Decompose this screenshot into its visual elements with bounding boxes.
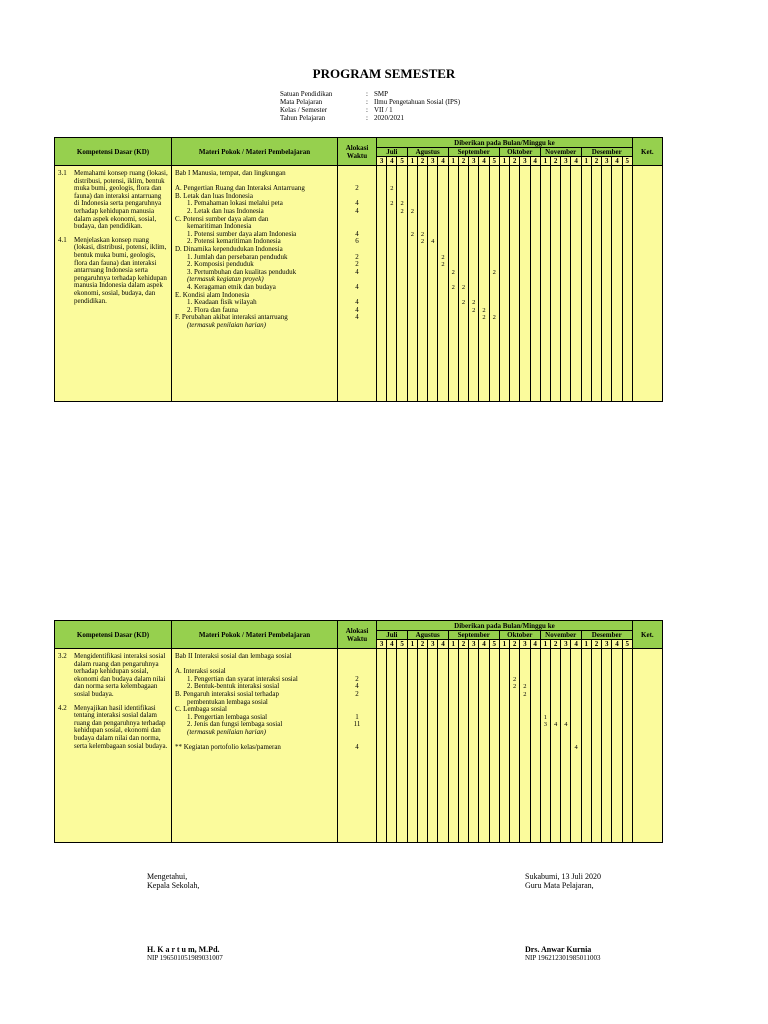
header-alokasi: Alokasi Waktu: [338, 621, 377, 649]
alokasi-cell: [338, 649, 377, 843]
signature-right-name: [525, 945, 601, 963]
week-number: 1: [448, 640, 458, 649]
week-cell: [489, 166, 499, 402]
alokasi-value: [338, 661, 376, 669]
week-number: 1: [407, 157, 417, 166]
week-cell: [612, 649, 622, 843]
header-materi: Materi Pokok / Materi Pembelajaran: [172, 138, 338, 166]
month-header: November: [540, 148, 581, 157]
materi-cell: [172, 649, 338, 843]
materi-line: 1. Pemahaman lokasi melalui peta: [187, 199, 283, 208]
materi-line: B. Letak dan luas Indonesia: [175, 191, 253, 200]
week-cell: [622, 649, 632, 843]
materi-line: Bab I Manusia, tempat, dan lingkungan: [175, 169, 286, 177]
week-cell: [428, 649, 438, 843]
week-number: 1: [540, 640, 550, 649]
meta-label: Mata Pelajaran: [280, 98, 323, 106]
materi-line: 4. Keragaman etnik dan budaya: [187, 282, 276, 291]
week-value: 2: [492, 314, 496, 322]
meta-value: VII / 1: [374, 106, 393, 114]
materi-line: D. Dinamika kependudukan Indonesia: [175, 244, 283, 253]
week-number: 2: [510, 640, 520, 649]
materi-line: 2. Letak dan luas Indonesia: [187, 206, 264, 215]
week-number: 2: [591, 640, 601, 649]
meta-label: Satuan Pendidikan: [280, 90, 333, 98]
week-cell: [448, 649, 458, 843]
sig-right-line1: Sukabumi, 13 Juli 2020: [525, 872, 602, 881]
week-number: 4: [438, 640, 448, 649]
meta-label: Tahun Pelajaran: [280, 114, 326, 122]
materi-line: 1. Potensi sumber daya alam Indonesia: [187, 229, 297, 238]
month-header: Agustus: [407, 631, 448, 640]
header-kd: Kompetensi Dasar (KD): [55, 138, 172, 166]
week-cell: [469, 649, 479, 843]
week-cell: [479, 649, 489, 843]
week-number: 4: [571, 157, 581, 166]
week-cell: [499, 649, 509, 843]
sig-right-name: Drs. Anwar Kurnia: [525, 945, 592, 954]
week-number: 1: [499, 157, 509, 166]
ket-cell: [632, 166, 662, 402]
alokasi-value: 4: [355, 199, 359, 208]
materi-line: C. Lembaga sosial: [175, 705, 227, 714]
signature-left: [147, 872, 199, 890]
materi-line: 2. Bentuk-bentuk interaksi sosial: [187, 682, 280, 691]
kd-number: 3.2: [58, 652, 67, 660]
header-diberikan: Diberikan pada Bulan/Minggu ke: [377, 621, 633, 631]
materi-line: Bab II Interaksi sosial dan lembaga sosial: [175, 652, 292, 660]
alokasi-value: [338, 653, 376, 661]
document-title: PROGRAM SEMESTER: [312, 66, 456, 81]
week-number: 4: [530, 157, 540, 166]
materi-line: C. Potensi sumber daya alam dan: [175, 214, 269, 223]
header-kd: Kompetensi Dasar (KD): [55, 621, 172, 649]
materi-line: pembentukan lembaga sosial: [187, 697, 268, 706]
semester-table-1: [54, 137, 663, 402]
week-number: 3: [469, 640, 479, 649]
month-header: Desember: [581, 148, 632, 157]
header-ket: Ket.: [632, 138, 662, 166]
signature-right: [525, 872, 601, 890]
week-number: 4: [479, 640, 489, 649]
meta-value: 2020/2021: [374, 114, 404, 122]
week-cell: [397, 649, 407, 843]
semester-table-2: [54, 620, 663, 843]
week-number: 2: [417, 640, 427, 649]
meta-value: Ilmu Pengetahuan Sosial (IPS): [374, 98, 461, 106]
week-number: 2: [510, 157, 520, 166]
sig-left-nip: NIP 196501051989031007: [147, 954, 223, 962]
week-value: 2: [410, 207, 414, 215]
week-cell: [448, 166, 458, 402]
week-cell: [622, 166, 632, 402]
week-cell: [530, 166, 540, 402]
week-cell: [602, 649, 612, 843]
week-cell: [561, 649, 571, 843]
kd-item: [58, 237, 168, 305]
week-value: 2: [441, 253, 445, 261]
month-header: Oktober: [499, 148, 540, 157]
month-header: Agustus: [407, 148, 448, 157]
week-cell: [602, 166, 612, 402]
week-cell: [417, 649, 427, 843]
week-number: 3: [520, 640, 530, 649]
materi-line: ** Kegiatan portofolio kelas/pameran: [175, 743, 281, 752]
week-value: 2: [523, 690, 527, 698]
week-number: 1: [581, 640, 591, 649]
kd-number: 4.2: [58, 703, 67, 712]
week-number: 2: [458, 640, 468, 649]
week-cell: [510, 166, 520, 402]
week-cell: [428, 166, 438, 402]
week-value: 2: [492, 268, 496, 276]
week-cell: [571, 649, 581, 843]
week-number: 1: [448, 157, 458, 166]
week-number: 3: [377, 157, 387, 166]
kd-number: 3.1: [58, 169, 67, 177]
week-number: 2: [550, 157, 560, 166]
week-cell: [417, 166, 427, 402]
materi-line: (termasuk penilaian harian): [187, 727, 266, 736]
kd-cell: [55, 649, 172, 843]
alokasi-value: 4: [355, 298, 359, 307]
materi-line: 2. Flora dan fauna: [187, 305, 238, 314]
week-number: 4: [479, 157, 489, 166]
alokasi-value: [338, 216, 376, 224]
week-cell: [581, 166, 591, 402]
week-number: 5: [489, 157, 499, 166]
week-cell: [540, 166, 550, 402]
week-cell: [591, 166, 601, 402]
week-number: 1: [581, 157, 591, 166]
week-number: 3: [561, 157, 571, 166]
materi-cell: [172, 166, 338, 402]
week-number: 3: [377, 640, 387, 649]
kd-item: [58, 170, 168, 231]
week-cell: [561, 166, 571, 402]
month-header: Desember: [581, 631, 632, 640]
week-cell: [520, 166, 530, 402]
week-value: 2: [513, 683, 517, 691]
week-cell: [438, 166, 448, 402]
materi-line: 2. Jenis dan fungsi lembaga sosial: [187, 720, 283, 729]
week-number: 3: [428, 157, 438, 166]
kd-cell: [55, 166, 172, 402]
sig-right-line2: Guru Mata Pelajaran,: [525, 881, 594, 890]
week-cell: [489, 649, 499, 843]
materi-line: B. Pengaruh interaksi sosial terhadap: [175, 689, 280, 698]
alokasi-value: 4: [355, 305, 359, 314]
week-cell: [499, 166, 509, 402]
week-value: 2: [472, 299, 476, 307]
week-number: 1: [499, 640, 509, 649]
month-header: Juli: [377, 631, 408, 640]
month-header: September: [448, 631, 499, 640]
week-value: 4: [431, 238, 435, 246]
week-number: 3: [428, 640, 438, 649]
week-value: 2: [390, 200, 394, 208]
header-diberikan: Diberikan pada Bulan/Minggu ke: [377, 138, 633, 148]
alokasi-value: 2: [355, 674, 359, 683]
materi-line: 2. Potensi kemaritiman Indonesia: [187, 237, 281, 246]
week-value: 2: [482, 314, 486, 322]
meta-value: SMP: [374, 90, 389, 98]
alokasi-value: [338, 699, 376, 707]
week-value: 2: [420, 230, 425, 238]
week-cell: [469, 166, 479, 402]
week-cell: [387, 166, 397, 402]
meta-label: Kelas / Semester: [280, 106, 328, 114]
materi-line: (termasuk penilaian harian): [187, 320, 266, 329]
week-value: 3: [543, 721, 547, 729]
week-number: 1: [407, 640, 417, 649]
kd-text: Mengidentifikasi interaksi sosial dalam ruang dan pengaruhnya terhadap kehidupan sosial, ekonomi dan budaya dalam nilai dan norma serta kelembagaan sosial budaya.: [74, 652, 166, 698]
alokasi-value: 2: [355, 260, 359, 269]
sig-right-nip: NIP 196212301985011003: [525, 954, 601, 962]
week-cell: [591, 649, 601, 843]
week-value: 4: [564, 721, 568, 729]
month-header: September: [448, 148, 499, 157]
week-cell: [581, 649, 591, 843]
week-cell: [540, 649, 550, 843]
alokasi-value: 4: [355, 229, 359, 238]
week-cell: [458, 649, 468, 843]
week-cell: [530, 649, 540, 843]
week-cell: [397, 166, 407, 402]
signature-left-name: [147, 945, 223, 963]
week-number: 1: [540, 157, 550, 166]
ket-cell: [632, 649, 662, 843]
sig-left-line1: Mengetahui,: [147, 872, 188, 881]
week-cell: [571, 166, 581, 402]
sig-left-line2: Kepala Sekolah,: [147, 881, 200, 890]
week-value: 2: [513, 675, 517, 683]
materi-line: 3. Pertumbuhan dan kualitas penduduk: [187, 267, 297, 276]
week-value: 2: [482, 306, 486, 314]
week-value: 4: [553, 721, 558, 729]
week-value: 2: [400, 200, 404, 208]
week-value: 2: [461, 283, 466, 291]
alokasi-value: 2: [355, 252, 359, 261]
week-number: 2: [417, 157, 427, 166]
week-number: 4: [571, 640, 581, 649]
week-number: 5: [622, 157, 632, 166]
header-materi: Materi Pokok / Materi Pembelajaran: [172, 621, 338, 649]
week-cell: [550, 166, 560, 402]
week-number: 3: [602, 157, 612, 166]
alokasi-value: [338, 322, 376, 330]
week-number: 4: [438, 157, 448, 166]
alokasi-value: [338, 170, 376, 178]
week-value: 2: [390, 185, 394, 193]
week-cell: [510, 649, 520, 843]
kd-text: Menyajikan hasil identifikasi tentang interaksi sosial dalam ruang dan pengaruhnya terhadap kehidupan sosial, ekonomi dan budaya dalam nilai dan norma, serta kelembagaan sosial budaya.: [74, 703, 168, 750]
header-ket: Ket.: [632, 621, 662, 649]
kd-text: Memahami konsep ruang (lokasi, distribusi, potensi, iklim, bentuk muka bumi, geologis, flora dan fauna) dan interaksi antarruang di Indonesia serta pengaruhnya terhadap kehidupan manusia dalam aspek ekonomi, sosial, budaya, dan pendidikan.: [74, 169, 168, 231]
kd-number: 4.1: [58, 235, 67, 244]
month-header: Juli: [377, 148, 408, 157]
week-cell: [438, 649, 448, 843]
week-cell: [612, 166, 622, 402]
week-number: 5: [397, 640, 407, 649]
materi-line: kemaritiman Indonesia: [187, 222, 252, 231]
week-cell: [387, 649, 397, 843]
week-number: 5: [489, 640, 499, 649]
materi-line: A. Pengertian Ruang dan Interaksi Antarruang: [175, 184, 305, 193]
alokasi-value: 11: [353, 720, 361, 729]
kd-item: [58, 653, 168, 699]
week-value: 2: [410, 230, 414, 238]
week-cell: [377, 649, 387, 843]
alokasi-value: 4: [355, 282, 359, 291]
alokasi-value: 4: [355, 743, 359, 752]
week-cell: [377, 166, 387, 402]
document-meta: Satuan Pendidikan : SMP Mata Pelajaran : Ilmu Pengetahuan Sosial (IPS) Kelas / Semester : VII / 1 Tahun Pelajaran : 2020/2021: [280, 90, 461, 122]
week-cell: [458, 166, 468, 402]
alokasi-value: 6: [355, 237, 359, 246]
materi-line: F. Perubahan akibat interaksi antarruang: [175, 313, 288, 322]
week-number: 3: [520, 157, 530, 166]
materi-line: 1. Jumlah dan persebaran penduduk: [187, 252, 288, 261]
week-value: 4: [574, 744, 578, 752]
week-number: 5: [622, 640, 632, 649]
alokasi-value: 2: [355, 184, 359, 193]
week-number: 4: [612, 640, 622, 649]
kd-item: [58, 705, 168, 751]
week-cell: [407, 649, 417, 843]
week-value: 2: [420, 238, 425, 246]
week-cell: [407, 166, 417, 402]
materi-line: E. Kondisi alam Indonesia: [175, 290, 250, 299]
week-value: 2: [523, 683, 527, 691]
alokasi-value: 4: [355, 206, 359, 215]
alokasi-cell: [338, 166, 377, 402]
materi-line: 1. Pengertian dan syarat interaksi sosial: [187, 674, 298, 683]
alokasi-value: [338, 729, 376, 737]
alokasi-value: 4: [355, 313, 359, 322]
sig-left-name: H. K a r t u m, M.Pd.: [147, 945, 220, 954]
week-cell: [520, 649, 530, 843]
week-value: 2: [441, 261, 445, 269]
materi-line: 1. Keadaan fisik wilayah: [187, 298, 257, 307]
materi-line: (termasuk kegiatan proyek): [187, 275, 264, 284]
week-number: 3: [561, 640, 571, 649]
week-value: 2: [451, 268, 455, 276]
week-number: 4: [612, 157, 622, 166]
week-number: 4: [387, 157, 397, 166]
alokasi-value: 1: [355, 712, 359, 721]
week-cell: [479, 166, 489, 402]
materi-line: 1. Pengertian lembaga sosial: [187, 712, 268, 721]
week-value: 2: [400, 207, 404, 215]
week-number: 4: [530, 640, 540, 649]
alokasi-value: 4: [355, 267, 359, 276]
month-header: November: [540, 631, 581, 640]
header-alokasi: Alokasi Waktu: [338, 138, 377, 166]
alokasi-value: 4: [355, 682, 359, 691]
week-cell: [550, 649, 560, 843]
materi-line: 2. Komposisi penduduk: [187, 260, 254, 269]
week-number: 3: [469, 157, 479, 166]
week-value: 2: [472, 306, 476, 314]
week-value: 1: [543, 713, 547, 721]
week-number: 3: [602, 640, 612, 649]
week-number: 4: [387, 640, 397, 649]
materi-line: A. Interaksi sosial: [175, 667, 226, 676]
month-header: Oktober: [499, 631, 540, 640]
week-value: 2: [451, 283, 455, 291]
week-number: 2: [458, 157, 468, 166]
alokasi-value: 2: [355, 689, 359, 698]
week-number: 2: [591, 157, 601, 166]
kd-text: Menjelaskan konsep ruang (lokasi, distribusi, potensi, iklim, bentuk muka bumi, geologis, flora dan fauna) dan interaksi antarruang Indonesia serta pengaruhnya terhadap kehidupan manusia Indonesia dalam aspek ekonomi, sosial, budaya, dan pendidikan.: [74, 235, 167, 305]
week-value: 2: [461, 299, 466, 307]
week-number: 2: [550, 640, 560, 649]
week-number: 5: [397, 157, 407, 166]
